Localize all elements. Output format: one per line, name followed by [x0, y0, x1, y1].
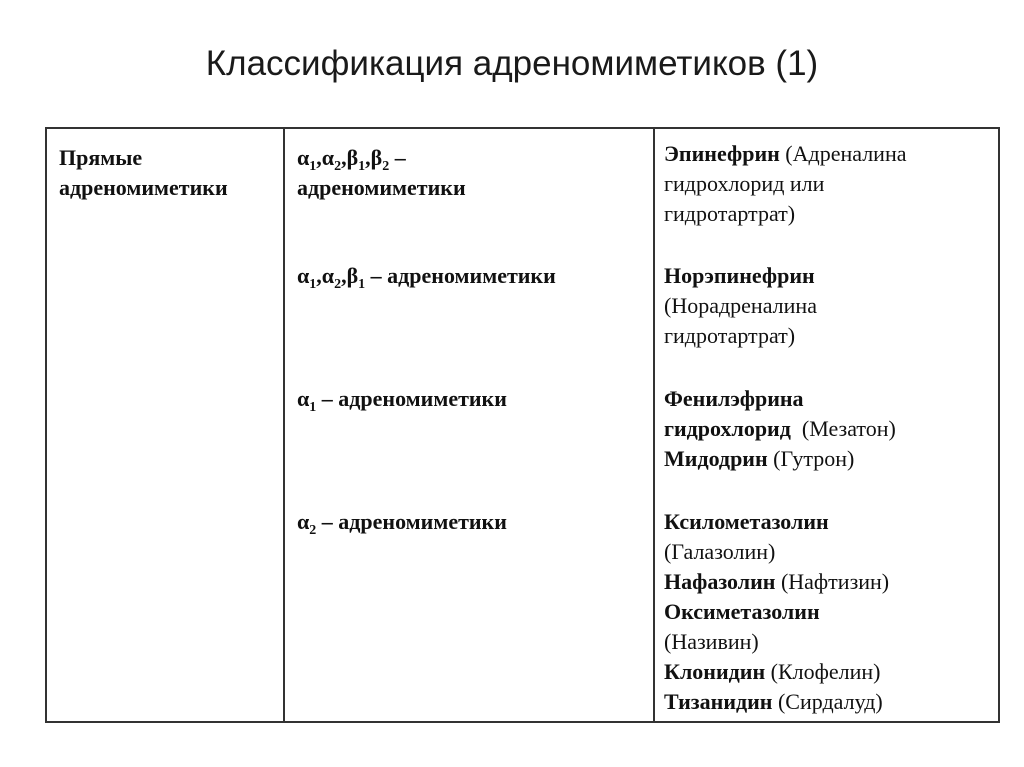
receptor-3-line-1: $\alpha_1$ – адреномиметики — [297, 386, 507, 415]
receptor-cell-4 — [297, 507, 507, 537]
category-cell — [59, 143, 228, 203]
drug-line: (Називин) — [664, 629, 759, 654]
drug-name-epinephrine: Эпинефрин — [664, 141, 780, 166]
drug-name-clonidine: Клонидин — [664, 659, 766, 684]
drug-name-oxymetazoline: Оксиметазолин — [664, 599, 820, 624]
category-line-2: адреномиметики — [59, 175, 228, 200]
drug-line: Нафазолин (Нафтизин) — [664, 569, 890, 594]
drug-name-phenylephrine: Фенилэфрина — [664, 386, 804, 411]
receptor-1-line-1: $\alpha_1,\alpha_2,\beta_1,\beta_2$ – — [297, 145, 406, 174]
table-column-receptors — [285, 129, 655, 721]
drug-line: Мидодрин (Гутрон) — [664, 446, 855, 471]
drug-group-2 — [664, 261, 817, 351]
drug-line: (Норадреналина — [664, 293, 817, 318]
receptor-2-line-1: $\alpha_1,\alpha_2,\beta_1$ – адреномиметики — [297, 263, 556, 292]
drug-line: Тизанидин (Сирдалуд) — [664, 689, 883, 714]
drug-name-midodrine: Мидодрин — [664, 446, 768, 471]
drug-name-naphazoline: Нафазолин — [664, 569, 776, 594]
category-line-1: Прямые — [59, 145, 143, 170]
classification-table — [45, 127, 1000, 723]
drug-line: Эпинефрин (Адреналина — [664, 141, 907, 166]
drug-group-1 — [664, 139, 907, 229]
receptor-cell-2 — [297, 261, 556, 291]
receptor-4-line-1: $\alpha_2$ – адреномиметики — [297, 509, 507, 538]
table-column-drugs — [655, 129, 998, 721]
drug-line: гидрохлорид или — [664, 171, 825, 196]
drug-line: гидротартрат) — [664, 323, 796, 348]
drug-line: гидрохлорид (Мезатон) — [664, 416, 896, 441]
drug-group-3 — [664, 384, 896, 474]
drug-name-norepinephrine: Норэпинефрин — [664, 263, 815, 288]
drug-line: Клонидин (Клофелин) — [664, 659, 881, 684]
table-column-category — [47, 129, 285, 721]
drug-line: (Галазолин) — [664, 539, 776, 564]
drug-group-4 — [664, 507, 889, 717]
drug-name-xylometazoline: Ксилометазолин — [664, 509, 829, 534]
receptor-1-line-2: адреномиметики — [297, 175, 466, 200]
drug-name-tizanidine: Тизанидин — [664, 689, 773, 714]
slide-title: Классификация адреномиметиков (1) — [205, 44, 819, 83]
receptor-cell-3 — [297, 384, 507, 414]
drug-line: гидротартрат) — [664, 201, 796, 226]
receptor-cell-1 — [297, 143, 466, 203]
